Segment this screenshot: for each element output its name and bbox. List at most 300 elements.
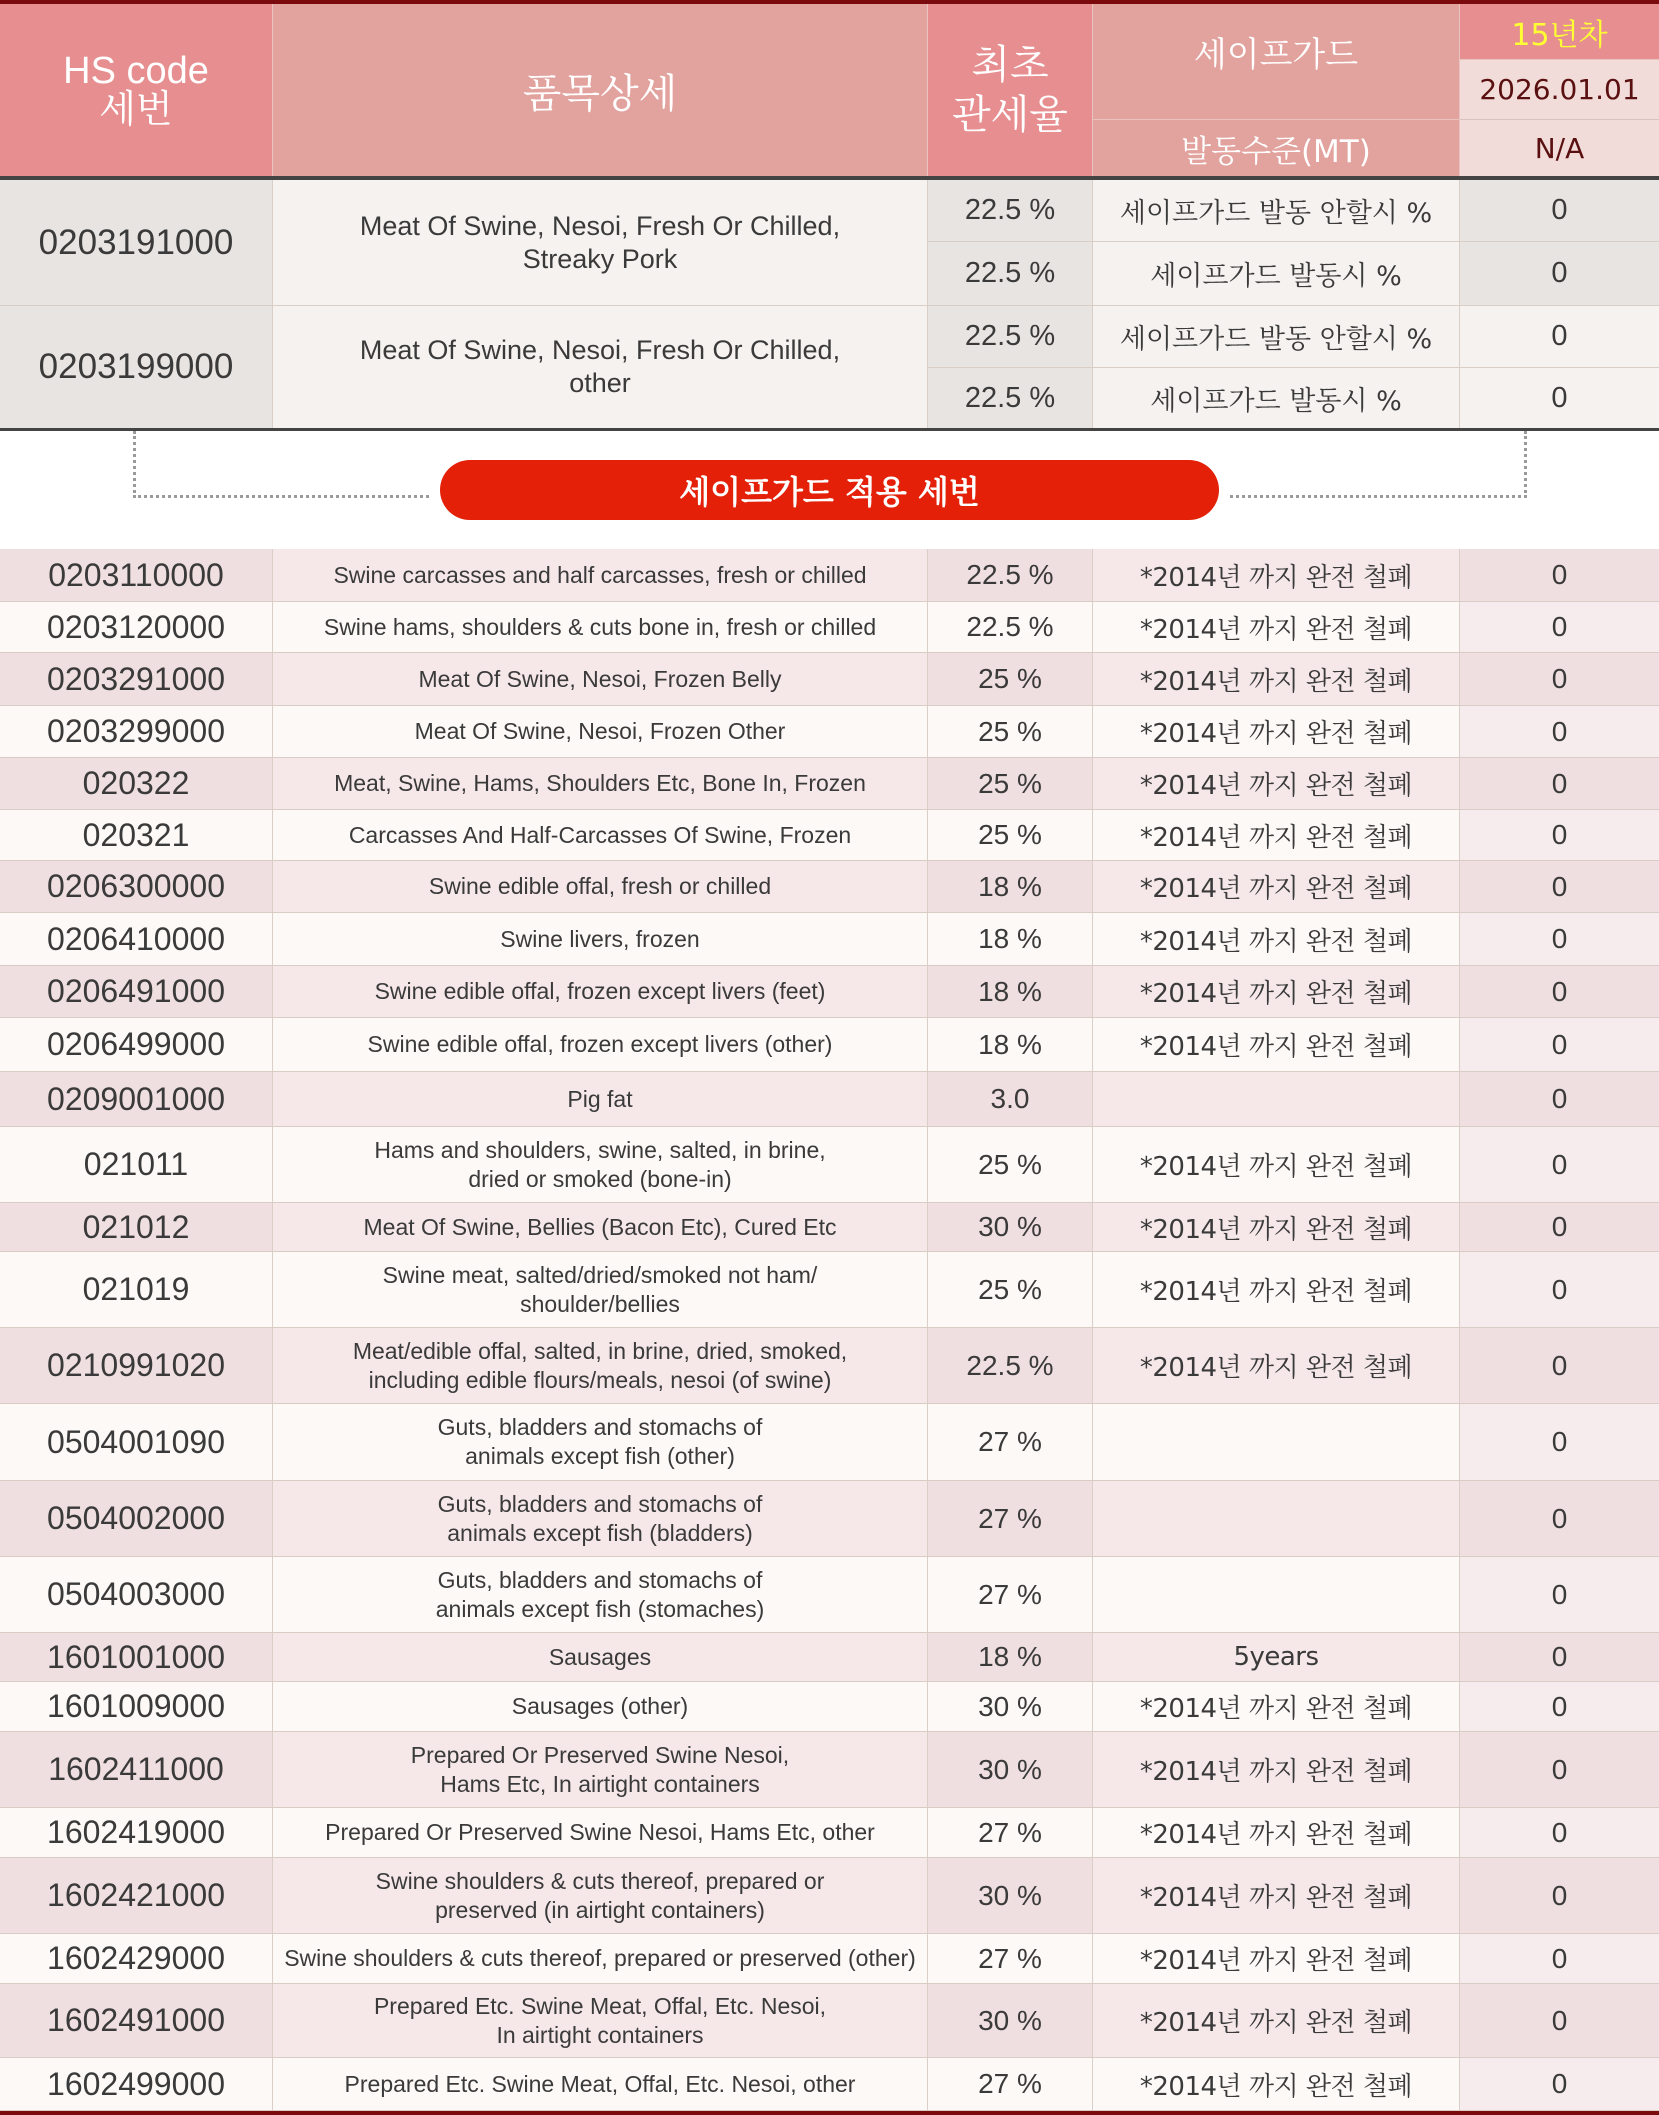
description <box>273 1481 928 1556</box>
year-15-value <box>1460 1557 1659 1632</box>
table-row <box>0 1633 1659 1682</box>
year-15-value-text: 0 <box>1551 559 1568 590</box>
description-text: Swine shoulders & cuts thereof, prepared or <box>375 1867 825 1894</box>
year-15-value-text: 0 <box>1551 715 1568 747</box>
initial-rate <box>928 1934 1093 1983</box>
year-15-value-text: 0 <box>1551 870 1568 902</box>
table-row <box>0 1328 1659 1404</box>
description-text-line2: animals except fish (stomaches) <box>435 1595 765 1622</box>
safeguard-trigger-level-text: *2014년 까지 완전 철폐 <box>1139 1353 1413 1383</box>
description-text: Swine carcasses and half carcasses, fresh or chilled <box>333 561 867 588</box>
safeguard-trigger-level <box>1093 1808 1460 1857</box>
safeguard-trigger-level <box>1093 1682 1460 1731</box>
hs-code <box>0 1018 273 1071</box>
safeguard-trigger-level <box>1093 1252 1460 1327</box>
table-row <box>0 706 1659 758</box>
initial-rate-text: 27 % <box>978 1502 1042 1534</box>
year-15-value <box>1460 913 1659 965</box>
year-15-value <box>1460 1858 1659 1933</box>
rate-value: 22.5 % <box>964 194 1056 226</box>
value-text: 0 <box>1551 257 1568 289</box>
initial-rate-text: 25 % <box>978 767 1042 799</box>
hs-code-text: 0203299000 <box>47 713 225 749</box>
year-value <box>1460 368 1659 428</box>
hs-code-text: 1601009000 <box>47 1688 225 1724</box>
initial-rate-text: 22.5 % <box>966 611 1054 642</box>
year-15-value-text: 0 <box>1551 1578 1568 1610</box>
safeguard-trigger-level <box>1093 1018 1460 1071</box>
safeguard-trigger-level <box>1093 1127 1460 1202</box>
year-15-value-text: 0 <box>1551 1349 1568 1381</box>
year-15-value-text: 0 <box>1551 1211 1568 1242</box>
table-row-description <box>273 306 928 428</box>
description-text: Sausages (other) <box>511 1693 689 1719</box>
header-initial-rate <box>928 4 1093 176</box>
initial-rate-text: 27 % <box>978 1426 1042 1457</box>
year-15-value <box>1460 1934 1659 1983</box>
year-15-value <box>1460 1072 1659 1126</box>
hs-code-text: 0203291000 <box>47 660 225 697</box>
year-15-value-text: 0 <box>1551 1690 1568 1722</box>
rate-value: 22.5 % <box>964 257 1056 289</box>
table-row <box>0 2058 1659 2111</box>
safeguard-trigger-level <box>1093 653 1460 705</box>
description-line2: other <box>569 368 631 398</box>
safeguard-trigger-level <box>1093 2058 1460 2110</box>
description-text-line2: shoulder/bellies <box>520 1290 680 1317</box>
value-text: 0 <box>1551 320 1568 352</box>
initial-rate-text: 30 % <box>978 1879 1042 1911</box>
year-15-value-text: 0 <box>1551 1148 1568 1180</box>
year-15-value-text: 0 <box>1551 611 1568 642</box>
safeguard-trigger-level-text: *2014년 까지 완전 철폐 <box>1139 666 1413 697</box>
hs-code <box>0 861 273 912</box>
description-text: Meat, Swine, Hams, Shoulders Etc, Bone In, Frozen <box>334 770 866 796</box>
initial-rate-text: 25 % <box>978 1273 1042 1305</box>
year-15-value-text: 0 <box>1551 1879 1568 1911</box>
year-15-value-text: 0 <box>1551 1273 1568 1305</box>
value-text: 0 <box>1551 381 1568 414</box>
safeguard-condition <box>1093 368 1460 428</box>
header-description <box>273 4 928 176</box>
hs-code-text: 1602491000 <box>47 2002 225 2038</box>
header-year-label: 15년차 <box>1511 17 1608 53</box>
safeguard-trigger-level <box>1093 1072 1460 1126</box>
description-text: Swine edible offal, frozen except livers (other) <box>367 1031 833 1057</box>
safeguard-trigger-level-text: *2014년 까지 완전 철폐 <box>1139 979 1413 1009</box>
initial-rate <box>928 602 1093 652</box>
description-text: Prepared Etc. Swine Meat, Offal, Etc. Nesoi, other <box>344 2070 856 2097</box>
description-text: Hams and shoulders, swine, salted, in brine, <box>374 1136 826 1163</box>
description <box>273 758 928 809</box>
year-15-value <box>1460 810 1659 860</box>
safeguard-trigger-level-text: *2014년 까지 완전 철폐 <box>1139 2008 1413 2038</box>
bottom-border <box>0 2111 1659 2115</box>
table-row <box>0 1127 1659 1203</box>
safeguard-trigger-level <box>1093 1328 1460 1403</box>
description-text-line2: Hams Etc, In airtight containers <box>440 1770 760 1797</box>
header-safeguard-label: 세이프가드 <box>1193 35 1359 75</box>
hs-code <box>0 549 273 601</box>
initial-rate-text: 27 % <box>978 2068 1042 2099</box>
hs-code <box>0 1252 273 1327</box>
initial-rate <box>928 1072 1093 1126</box>
initial-rate-text: 22.5 % <box>966 559 1054 590</box>
hs-code-text: 0504003000 <box>47 1576 225 1612</box>
year-15-value <box>1460 1481 1659 1556</box>
safeguard-trigger-level-text: *2014년 까지 완전 철폐 <box>1139 2071 1413 2102</box>
description-text: Guts, bladders and stomachs of <box>437 1414 763 1440</box>
description-text-line2: animals except fish (bladders) <box>447 1519 753 1546</box>
initial-rate-text: 25 % <box>978 663 1042 694</box>
year-15-value <box>1460 1252 1659 1327</box>
initial-rate <box>928 1732 1093 1807</box>
description <box>273 1127 928 1202</box>
initial-rate <box>928 1808 1093 1857</box>
header-hs-code <box>0 4 273 176</box>
safeguard-text: 세이프가드 발동시 % <box>1150 385 1402 417</box>
description <box>273 1732 928 1807</box>
description <box>273 810 928 860</box>
description <box>273 1404 928 1480</box>
year-15-value <box>1460 966 1659 1017</box>
safeguard-trigger-level <box>1093 549 1460 601</box>
description-text-line2: dried or smoked (bone-in) <box>468 1165 732 1192</box>
safeguard-trigger-level-text: *2014년 까지 완전 철폐 <box>1139 1946 1413 1976</box>
year-15-value <box>1460 1018 1659 1071</box>
initial-rate <box>928 1682 1093 1731</box>
description <box>273 1682 928 1731</box>
table-row <box>0 1984 1659 2058</box>
safeguard-trigger-level <box>1093 913 1460 965</box>
initial-rate <box>928 368 1093 428</box>
description-text-line2: preserved (in airtight containers) <box>435 1896 765 1923</box>
hs-code-text: 0206410000 <box>47 920 225 957</box>
safeguard-trigger-level <box>1093 1934 1460 1983</box>
description-text: Prepared Or Preserved Swine Nesoi, Hams Etc, other <box>325 1819 875 1845</box>
initial-rate <box>928 242 1093 305</box>
description-text: Meat Of Swine, Nesoi, Frozen Belly <box>418 665 782 692</box>
hs-code-text: 020321 <box>82 816 190 853</box>
initial-rate-text: 30 % <box>978 1211 1042 1242</box>
safeguard-trigger-level-text: *2014년 까지 완전 철폐 <box>1139 874 1413 904</box>
year-value <box>1460 306 1659 368</box>
safeguard-trigger-level-text: *2014년 까지 완전 철폐 <box>1139 1820 1413 1850</box>
table-row <box>0 1732 1659 1808</box>
initial-rate-text: 18 % <box>978 923 1042 954</box>
safeguard-trigger-level-text: *2014년 까지 완전 철폐 <box>1139 719 1413 749</box>
year-15-value-text: 0 <box>1551 767 1568 799</box>
header-initial-rate-line2: 관세율 <box>952 92 1068 138</box>
year-value <box>1460 242 1659 305</box>
table-row <box>0 913 1659 966</box>
initial-rate <box>928 1252 1093 1327</box>
table-row <box>0 1858 1659 1934</box>
safeguard-trigger-level-text: *2014년 까지 완전 철폐 <box>1139 1757 1413 1787</box>
header-date <box>1460 60 1659 120</box>
description-text: Guts, bladders and stomachs of <box>437 1490 763 1517</box>
initial-rate <box>928 758 1093 809</box>
rate-value: 22.5 % <box>964 381 1056 414</box>
table-row <box>0 1018 1659 1072</box>
safeguard-trigger-level-text: *2014년 까지 완전 철폐 <box>1139 1277 1413 1307</box>
hs-code-text: 0206300000 <box>47 868 225 904</box>
table-row <box>0 1252 1659 1328</box>
hs-code <box>0 1732 273 1807</box>
initial-rate-text: 3.0 <box>990 1083 1030 1114</box>
description-text: Prepared Or Preserved Swine Nesoi, <box>410 1741 790 1768</box>
hs-code <box>0 1808 273 1857</box>
safeguard-trigger-level <box>1093 1732 1460 1807</box>
safeguard-trigger-level-text: 5years <box>1233 1642 1319 1672</box>
hs-code-text: 0203110000 <box>48 556 224 593</box>
year-15-value <box>1460 1682 1659 1731</box>
safeguard-trigger-level-text: *2014년 까지 완전 철폐 <box>1139 822 1413 853</box>
initial-rate <box>928 1127 1093 1202</box>
year-15-value-text: 0 <box>1551 923 1568 954</box>
safeguard-trigger-level-text: *2014년 까지 완전 철폐 <box>1139 1032 1413 1062</box>
description <box>273 1328 928 1403</box>
hs-code <box>0 966 273 1017</box>
description-text-line2: In airtight containers <box>496 2021 704 2048</box>
table-row <box>0 810 1659 861</box>
description-text: Prepared Etc. Swine Meat, Offal, Etc. Nesoi, <box>373 1992 827 2019</box>
year-15-value <box>1460 602 1659 652</box>
header-na-label: N/A <box>1534 131 1585 165</box>
description <box>273 1858 928 1933</box>
description-text-line2: animals except fish (other) <box>465 1443 735 1469</box>
description-line2: Streaky Pork <box>522 243 678 274</box>
safeguard-trigger-level <box>1093 966 1460 1017</box>
hs-code-text: 0210991020 <box>47 1347 225 1383</box>
hs-code <box>0 1633 273 1681</box>
safeguard-text: 세이프가드 발동 안할시 % <box>1119 198 1433 229</box>
initial-rate-text: 18 % <box>978 1028 1042 1060</box>
safeguard-trigger-level <box>1093 602 1460 652</box>
hs-code <box>0 758 273 809</box>
year-15-value-text: 0 <box>1551 1942 1568 1974</box>
hs-code-text: 0206499000 <box>47 1026 225 1062</box>
safeguard-condition <box>1093 306 1460 368</box>
hs-code <box>0 706 273 757</box>
safeguard-trigger-level-text: *2014년 까지 완전 철폐 <box>1139 562 1413 593</box>
hs-code <box>0 1127 273 1202</box>
safeguard-trigger-level <box>1093 810 1460 860</box>
initial-rate-text: 27 % <box>978 1942 1042 1974</box>
safeguard-text: 세이프가드 발동시 % <box>1150 261 1402 292</box>
hs-code-text: 0209001000 <box>47 1080 225 1117</box>
initial-rate <box>928 1203 1093 1251</box>
year-15-value <box>1460 1984 1659 2057</box>
hs-code <box>0 1984 273 2057</box>
table-row-description <box>273 180 928 305</box>
safeguard-trigger-level <box>1093 861 1460 912</box>
description-text: Sausages <box>548 1643 652 1670</box>
initial-rate-text: 30 % <box>978 1753 1042 1785</box>
year-15-value <box>1460 653 1659 705</box>
hs-code <box>0 1934 273 1983</box>
safeguard-text: 세이프가드 발동 안할시 % <box>1119 324 1433 355</box>
hs-code-text: 021019 <box>82 1271 190 1307</box>
year-15-value <box>1460 1203 1659 1251</box>
safeguard-trigger-level-text: *2014년 까지 완전 철폐 <box>1139 1694 1413 1724</box>
description <box>273 1633 928 1681</box>
initial-rate <box>928 306 1093 368</box>
description <box>273 706 928 757</box>
header-initial-rate-line1: 최초 <box>971 42 1049 88</box>
table-row <box>0 1808 1659 1858</box>
hs-code-text: 0203120000 <box>47 608 225 645</box>
header-trigger-level <box>1093 120 1460 176</box>
rate-value: 22.5 % <box>964 320 1056 352</box>
hs-code <box>0 2058 273 2110</box>
year-15-value-text: 0 <box>1551 1083 1568 1114</box>
description-text: Pig fat <box>567 1085 633 1112</box>
hs-code <box>0 1682 273 1731</box>
hs-code <box>0 1072 273 1126</box>
year-15-value <box>1460 1328 1659 1403</box>
initial-rate <box>928 1481 1093 1556</box>
initial-rate <box>928 966 1093 1017</box>
initial-rate <box>928 706 1093 757</box>
safeguard-trigger-level <box>1093 706 1460 757</box>
description <box>273 1984 928 2057</box>
hs-code <box>0 1557 273 1632</box>
table-row <box>0 1934 1659 1984</box>
year-15-value <box>1460 1633 1659 1681</box>
description <box>273 966 928 1017</box>
safeguard-trigger-level <box>1093 1858 1460 1933</box>
header-trigger-level-label: 발동수준(MT) <box>1181 133 1371 170</box>
table-row <box>0 1072 1659 1127</box>
safeguard-trigger-level-text: *2014년 까지 완전 철폐 <box>1139 1214 1413 1245</box>
year-15-value <box>1460 1404 1659 1480</box>
initial-rate-text: 25 % <box>978 1148 1042 1180</box>
table-row <box>0 1404 1659 1481</box>
initial-rate <box>928 861 1093 912</box>
initial-rate <box>928 1018 1093 1071</box>
initial-rate-text: 18 % <box>978 1641 1042 1672</box>
hs-code <box>0 913 273 965</box>
initial-rate <box>928 1858 1093 1933</box>
table-row <box>0 549 1659 602</box>
description-line1: Meat Of Swine, Nesoi, Fresh Or Chilled, <box>359 210 841 241</box>
year-15-value-text: 0 <box>1551 1502 1568 1534</box>
year-15-value <box>1460 1808 1659 1857</box>
safeguard-trigger-level <box>1093 1557 1460 1632</box>
safeguard-condition <box>1093 180 1460 242</box>
hs-code <box>0 1481 273 1556</box>
description <box>273 1072 928 1126</box>
table-row <box>0 1682 1659 1732</box>
initial-rate <box>928 653 1093 705</box>
section-label: 세이프가드 적용 세번 <box>679 473 980 511</box>
hs-code-text: 020322 <box>82 765 190 801</box>
hs-code-text: 0206491000 <box>47 973 225 1009</box>
description-text: Meat/edible offal, salted, in brine, dried, smoked, <box>352 1337 848 1364</box>
description-text: Swine meat, salted/dried/smoked not ham/ <box>382 1261 818 1288</box>
description-text: Swine edible offal, frozen except livers (feet) <box>374 978 826 1004</box>
value-text: 0 <box>1551 194 1568 226</box>
year-15-value-text: 0 <box>1551 1753 1568 1785</box>
description <box>273 653 928 705</box>
header-date-label: 2026.01.01 <box>1479 73 1640 106</box>
description-text: Meat Of Swine, Nesoi, Frozen Other <box>414 718 786 744</box>
description-text: Swine hams, shoulders & cuts bone in, fresh or chilled <box>323 613 877 640</box>
table-row <box>0 602 1659 653</box>
year-15-value-text: 0 <box>1551 2068 1568 2099</box>
description <box>273 1934 928 1983</box>
table-row <box>0 1557 1659 1633</box>
header-hs-code-label: HS code <box>63 50 209 92</box>
header-na <box>1460 120 1659 176</box>
year-15-value-text: 0 <box>1551 1426 1568 1457</box>
hs-code: 0203191000 <box>38 222 234 262</box>
initial-rate-text: 18 % <box>978 975 1042 1007</box>
initial-rate <box>928 913 1093 965</box>
year-15-value <box>1460 706 1659 757</box>
table-row <box>0 861 1659 913</box>
initial-rate <box>928 1328 1093 1403</box>
safeguard-trigger-level-text: *2014년 까지 완전 철폐 <box>1139 1883 1413 1913</box>
hs-code-text: 1602429000 <box>47 1940 225 1976</box>
section-label-pill <box>440 460 1219 520</box>
description-text: Carcasses And Half-Carcasses Of Swine, Frozen <box>348 821 852 848</box>
description <box>273 549 928 601</box>
description <box>273 861 928 912</box>
hs-code-text: 0504002000 <box>47 1500 225 1536</box>
year-15-value-text: 0 <box>1551 975 1568 1007</box>
description <box>273 1808 928 1857</box>
description-text-line2: including edible flours/meals, nesoi (of swine) <box>368 1366 832 1393</box>
table-row <box>0 758 1659 810</box>
safeguard-trigger-level-text: *2014년 까지 완전 철폐 <box>1139 1152 1413 1182</box>
year-15-value <box>1460 758 1659 809</box>
description <box>273 1203 928 1251</box>
safeguard-trigger-level-text: *2014년 까지 완전 철폐 <box>1139 771 1413 801</box>
table-row <box>0 1203 1659 1252</box>
year-15-value-text: 0 <box>1551 819 1568 850</box>
year-15-value <box>1460 861 1659 912</box>
description-text: Swine livers, frozen <box>500 925 700 952</box>
description <box>273 1018 928 1071</box>
hs-code <box>0 653 273 705</box>
safeguard-trigger-level <box>1093 1481 1460 1556</box>
hs-code-text: 1602421000 <box>47 1877 225 1913</box>
hs-code-text: 1602499000 <box>47 2065 225 2102</box>
header-hs-sub-label: 세번 <box>99 87 173 131</box>
hs-code-text: 1602411000 <box>48 1751 224 1787</box>
initial-rate-text: 27 % <box>978 1816 1042 1848</box>
initial-rate-text: 18 % <box>978 870 1042 902</box>
description-line1: Meat Of Swine, Nesoi, Fresh Or Chilled, <box>359 335 841 365</box>
description <box>273 2058 928 2110</box>
safeguard-trigger-level-text: *2014년 까지 완전 철폐 <box>1139 614 1413 645</box>
hs-code: 0203199000 <box>38 347 234 386</box>
initial-rate <box>928 810 1093 860</box>
initial-rate <box>928 549 1093 601</box>
hs-code-text: 0504001090 <box>47 1423 225 1460</box>
safeguard-trigger-level <box>1093 1404 1460 1480</box>
initial-rate <box>928 1633 1093 1681</box>
initial-rate <box>928 1557 1093 1632</box>
year-15-value-text: 0 <box>1551 1816 1568 1848</box>
table-row <box>0 653 1659 706</box>
description <box>273 1252 928 1327</box>
hs-code-text: 1601001000 <box>47 1638 225 1675</box>
table-row-hs-code <box>0 306 273 428</box>
safeguard-trigger-level <box>1093 1203 1460 1251</box>
